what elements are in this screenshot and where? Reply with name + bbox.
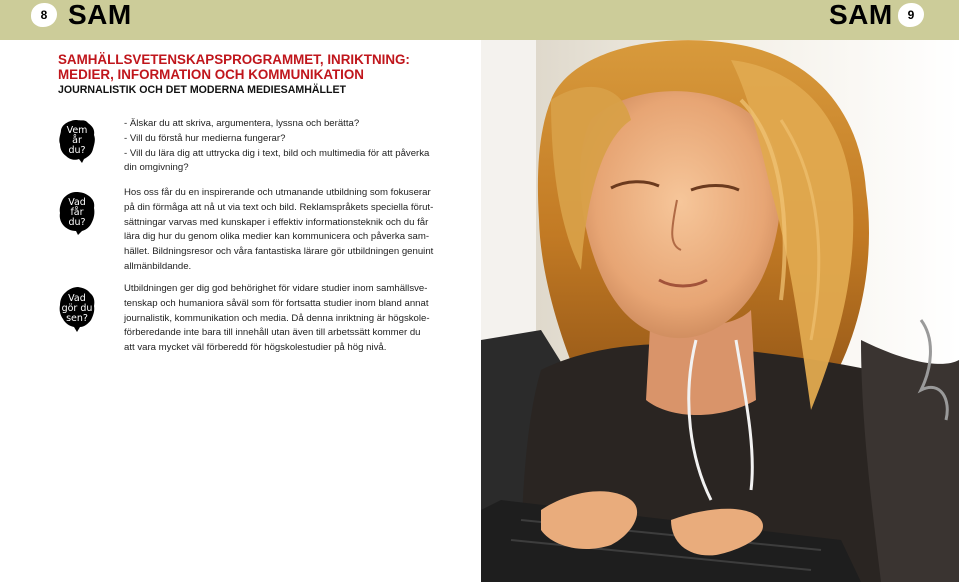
text-line: - Vill du lära dig att uttrycka dig i text, bild och multimedia för att påverka bbox=[124, 147, 430, 159]
text-line: din omgivning? bbox=[124, 162, 189, 174]
photo-illustration bbox=[481, 40, 959, 582]
text-line: tenskap och humaniora såväl som för fortsatta studier inom bland annat bbox=[124, 297, 429, 309]
badge-who-are-you bbox=[58, 118, 96, 164]
section-after-text bbox=[124, 282, 456, 356]
text-line: allmänbildande. bbox=[124, 260, 192, 272]
header-title-left: SAM bbox=[68, 0, 132, 30]
text-line: - Vill du förstå hur medierna fungerar? bbox=[124, 132, 286, 144]
text-line: sättningar varvas med kunskaper i effektiv informationsteknik och du får bbox=[124, 216, 429, 228]
badge-what-after bbox=[58, 286, 96, 332]
text-line: - Älskar du att skriva, argumentera, lyssna och berätta? bbox=[124, 118, 360, 129]
header-title-right: SAM bbox=[829, 0, 893, 30]
text-line: Utbildningen ger dig god behörighet för vidare studier inom samhällsve- bbox=[124, 283, 428, 294]
badge-label: Vem år du? bbox=[66, 125, 88, 156]
text-line: förberedande inte bara till innehåll utan även till arbetssätt kommer du bbox=[124, 327, 421, 339]
badge-label: Vad gör du sen? bbox=[61, 293, 93, 324]
text-line: lära dig hur du genom olika medier kan kommunicera och påverka sam- bbox=[124, 231, 430, 243]
badge-label: Vad får du? bbox=[68, 197, 86, 228]
page-number-left: 8 bbox=[31, 3, 57, 27]
section-who-text bbox=[124, 117, 456, 176]
text-line: hället. Bildningsresor och våra fantastiska lärare gör utbildningen genuint bbox=[124, 246, 434, 258]
student-photo bbox=[481, 40, 959, 582]
program-title: SAMHÄLLSVETENSKAPSPROGRAMMET, INRIKTNING: MEDIER, INFORMATION OCH KOMMUNIKATION bbox=[58, 52, 410, 82]
text-line: på din förmåga att nå ut via text och bild. Reklamspråkets speciella förut- bbox=[124, 201, 434, 213]
text-line: Hos oss får du en inspirerande och utmanande utbildning som fokuserar bbox=[124, 187, 431, 198]
page-number-right: 9 bbox=[898, 3, 924, 27]
header-band bbox=[0, 0, 959, 40]
program-subtitle: JOURNALISTIK OCH DET MODERNA MEDIESAMHÄLLET bbox=[58, 84, 346, 96]
section-what-text bbox=[124, 186, 456, 275]
text-line: att vara mycket väl förberedd för högskolestudier på hög nivå. bbox=[124, 342, 387, 354]
badge-what-do-you-get bbox=[58, 190, 96, 236]
text-line: journalistik, kommunikation och media. Då denna inriktning är högskole- bbox=[124, 312, 430, 324]
